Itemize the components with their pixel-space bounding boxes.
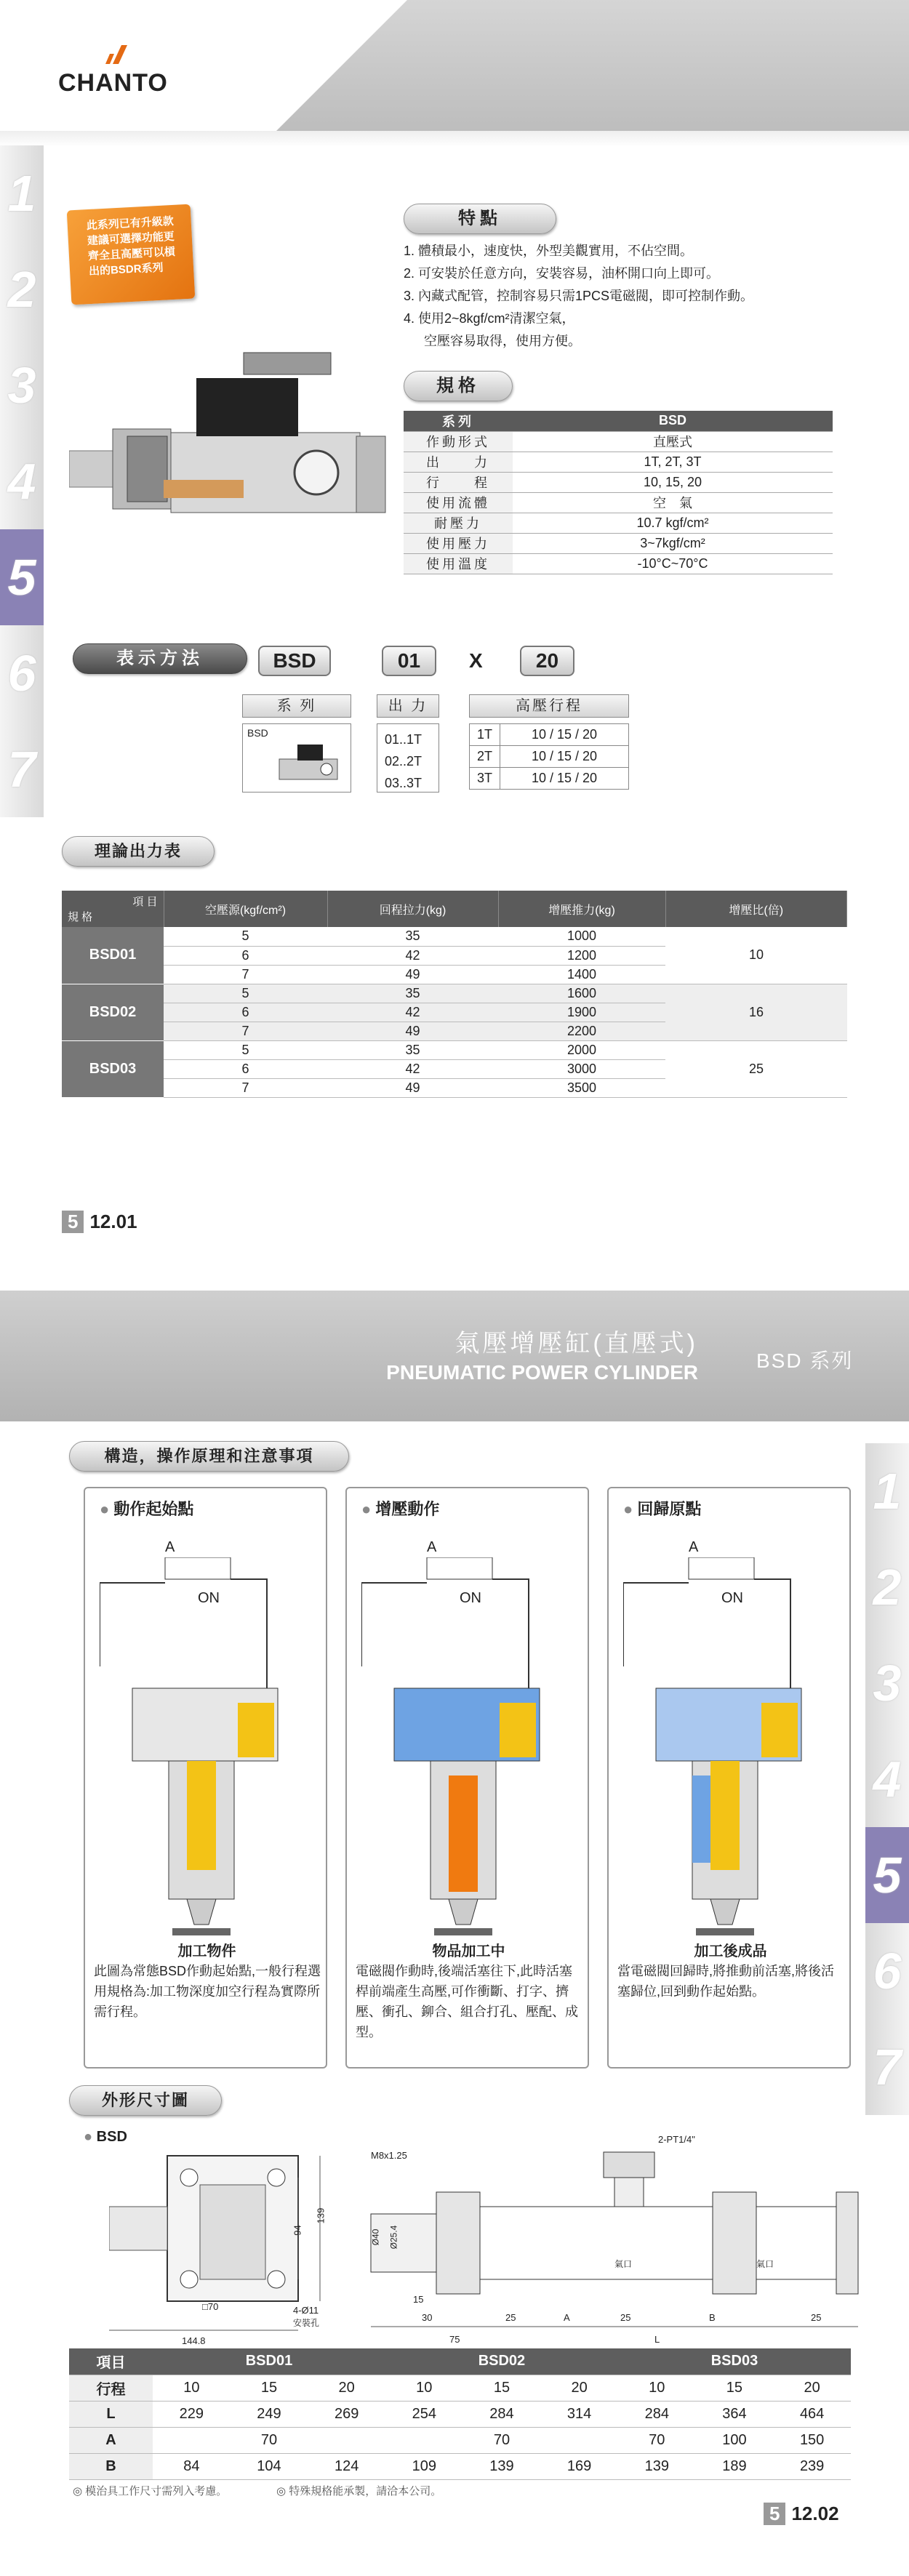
- corner-cell: [62, 891, 164, 927]
- spec-heading: 規格: [404, 371, 513, 401]
- dim-stroke-cell: 20: [540, 2375, 618, 2401]
- output-box: [377, 723, 439, 793]
- dim-cell: 70: [618, 2427, 696, 2453]
- footnote-2: ◎ 特殊規格能承製，請洽本公司。: [276, 2485, 442, 2497]
- side-tab-6[interactable]: 6: [0, 625, 44, 721]
- dims-model: [84, 2129, 127, 2146]
- cylinder-diagram-boost: [361, 1557, 580, 1935]
- corner-top: 項 目: [132, 896, 158, 908]
- ratio-cell: 25: [665, 1040, 847, 1097]
- upgrade-note: 此系列已有升級款建議可選擇功能更齊全且高壓可以槓出的BSDR系列: [67, 204, 196, 305]
- output-cell: 35: [327, 984, 498, 1003]
- dim-cell: 139: [463, 2453, 541, 2479]
- output-cell: 35: [327, 1040, 498, 1059]
- port-label-a: A: [689, 1539, 699, 1555]
- output-row: [62, 927, 847, 946]
- spec-value: 空 氣: [513, 492, 833, 513]
- series-box: [242, 723, 351, 793]
- page-num: 12.01: [89, 1211, 137, 1232]
- dim-label: 氣口: [756, 2259, 774, 2269]
- model-name: BSD02: [62, 984, 164, 1040]
- cylinder-diagram-return: [623, 1557, 841, 1935]
- side-tab-1[interactable]: 1: [0, 145, 44, 241]
- side-tab-5[interactable]: 5: [0, 529, 44, 625]
- dim-cell: 109: [385, 2453, 463, 2479]
- output-cell: 1200: [498, 946, 665, 965]
- dim-stroke-row: [69, 2375, 851, 2401]
- output-cell: 6: [164, 1059, 327, 1078]
- spec-key: 耐壓力: [404, 513, 513, 533]
- dim-label: 2-PT1/4": [658, 2134, 695, 2145]
- dims-model-text: BSD: [96, 2129, 127, 2145]
- dim-stroke-cell: 10: [153, 2375, 231, 2401]
- dim-row-key: B: [69, 2453, 153, 2479]
- output-cell: 42: [327, 946, 498, 965]
- dim-label: 30: [422, 2312, 433, 2323]
- output-cell: 5: [164, 984, 327, 1003]
- dim-cell: 364: [696, 2401, 774, 2427]
- dim-label: □70: [202, 2301, 219, 2312]
- output-cell: 7: [164, 1022, 327, 1040]
- spec-value: 10, 15, 20: [513, 472, 833, 492]
- series-item: BSD: [247, 727, 268, 739]
- spec-header-value: BSD: [513, 411, 833, 431]
- dim-row-a: [69, 2427, 851, 2453]
- footnote-1: ◎ 模治具工作尺寸需列入考慮。: [73, 2485, 228, 2497]
- dim-label: M8x1.25: [371, 2150, 407, 2161]
- stroke-label: 高壓行程: [469, 694, 629, 718]
- output-row: [62, 984, 847, 1003]
- dim-cell: 124: [308, 2453, 385, 2479]
- page2-series: BSD 系列: [756, 1349, 854, 1372]
- page2-title-zh: 氣壓增壓缸(直壓式): [454, 1330, 698, 1357]
- output-cell: 42: [327, 1003, 498, 1022]
- output-table-header: [62, 891, 847, 927]
- dim-label: 139: [315, 2207, 327, 2224]
- spec-row: [404, 513, 833, 533]
- dim-stroke-cell: 20: [773, 2375, 851, 2401]
- output-cell: 5: [164, 1040, 327, 1059]
- cylinder-diagram-start: [100, 1557, 318, 1935]
- output-cell: 49: [327, 1022, 498, 1040]
- col-header: 回程拉力(kg): [327, 891, 498, 927]
- side-tab-1[interactable]: 1: [865, 1443, 909, 1539]
- side-tab-5[interactable]: 5: [865, 1827, 909, 1923]
- stroke-model: 1T: [470, 724, 500, 746]
- dim-label: A: [564, 2312, 570, 2323]
- output-cell: 7: [164, 1078, 327, 1097]
- bullet-icon: ●: [84, 2129, 93, 2145]
- side-view-drawing: [364, 2148, 865, 2338]
- panel-title-text: 增壓動作: [375, 1500, 440, 1518]
- dim-row-l: [69, 2401, 851, 2427]
- side-tab-6[interactable]: 6: [865, 1923, 909, 2019]
- series-label: 系 列: [242, 694, 351, 718]
- col-header: 增壓比(倍): [665, 891, 847, 927]
- dim-cell: 284: [618, 2401, 696, 2427]
- dim-label: L: [654, 2334, 660, 2345]
- dim-label: Ø40: [370, 2228, 381, 2246]
- side-tab-4[interactable]: 4: [865, 1731, 909, 1827]
- dim-cell: 269: [308, 2401, 385, 2427]
- features-list: [404, 240, 869, 353]
- output-table-heading: 理論出力表: [62, 836, 215, 867]
- output-cell: 49: [327, 965, 498, 984]
- bullet-icon: ●: [100, 1500, 110, 1518]
- output-cell: 3000: [498, 1059, 665, 1078]
- output-cell: 6: [164, 946, 327, 965]
- dim-cell: 249: [231, 2401, 308, 2427]
- output-item: 02..2T: [385, 754, 423, 769]
- spec-value: 3~7kgf/cm²: [513, 533, 833, 553]
- panel-caption: 物品加工中: [432, 1943, 505, 1959]
- spec-value: 1T, 2T, 3T: [513, 452, 833, 472]
- model-code-output: 01: [382, 646, 436, 676]
- panel-title: [100, 1497, 326, 1520]
- model-code-stroke: 20: [520, 646, 574, 676]
- dim-stroke-cell: 15: [463, 2375, 541, 2401]
- dim-stroke-cell: 10: [385, 2375, 463, 2401]
- dim-header-group: BSD01: [153, 2348, 385, 2375]
- spec-row: [404, 472, 833, 492]
- dim-stroke-cell: 10: [618, 2375, 696, 2401]
- dim-row-key: A: [69, 2427, 153, 2453]
- panel-caption: 加工後成品: [694, 1943, 767, 1959]
- dim-label: B: [709, 2312, 716, 2323]
- panel-return: [607, 1487, 851, 2069]
- spec-row: [404, 492, 833, 513]
- dim-header-item: 項目: [69, 2348, 153, 2375]
- spec-row: [404, 553, 833, 574]
- spec-key: 作動形式: [404, 431, 513, 452]
- panel-desc: 此圖為常態BSD作動起始點,一般行程選用規格為:加工物深度加空行程為實際所需行程。: [94, 1964, 321, 2019]
- side-tab-3[interactable]: 3: [865, 1635, 909, 1731]
- subheader-band: [0, 131, 909, 147]
- output-table: [62, 891, 847, 927]
- panel-title-text: 回歸原點: [637, 1500, 702, 1518]
- output-label: 出 力: [377, 694, 439, 718]
- spec-header-row: [404, 411, 833, 431]
- panel-caption: 加工物件: [177, 1943, 236, 1959]
- model-code-separator: X: [469, 649, 483, 672]
- side-tab-7[interactable]: 7: [865, 2019, 909, 2115]
- dimension-table: [69, 2348, 851, 2480]
- dim-cell: 104: [231, 2453, 308, 2479]
- ratio-cell: 10: [665, 927, 847, 984]
- output-cell: 7: [164, 965, 327, 984]
- feature-item: 空壓容易取得，使用方便。: [424, 334, 581, 348]
- stroke-values: 10 / 15 / 20: [500, 768, 629, 790]
- dim-label: 安裝孔: [293, 2318, 320, 2328]
- port-label-a: A: [165, 1539, 175, 1555]
- dim-label: 4-Ø11: [293, 2305, 319, 2316]
- spec-value: -10°C~70°C: [513, 553, 833, 574]
- features-heading: 特點: [404, 204, 556, 234]
- dim-label: 75: [449, 2334, 460, 2345]
- dim-cell: 70: [153, 2427, 385, 2453]
- ratio-cell: 16: [665, 984, 847, 1040]
- feature-item: 4. 使用2~8kgf/cm²清潔空氣，: [404, 311, 575, 326]
- dim-table-header: [69, 2348, 851, 2375]
- dim-cell: 84: [153, 2453, 231, 2479]
- principle-heading: 構造，操作原理和注意事項: [69, 1441, 349, 1472]
- output-cell: 2200: [498, 1022, 665, 1040]
- dim-row-b: [69, 2453, 851, 2479]
- output-cell: 35: [327, 927, 498, 946]
- side-tabs-left: [0, 145, 44, 814]
- page2-title-en: PNEUMATIC POWER CYLINDER: [386, 1361, 698, 1384]
- model-name: BSD03: [62, 1040, 164, 1097]
- stroke-values: 10 / 15 / 20: [500, 746, 629, 768]
- dim-cell: 189: [696, 2453, 774, 2479]
- dim-header-group: BSD02: [385, 2348, 618, 2375]
- dim-cell: 150: [773, 2427, 851, 2453]
- bullet-icon: ●: [623, 1500, 633, 1518]
- panel-start: [84, 1487, 327, 2069]
- output-table-body: [62, 927, 847, 1098]
- side-tab-2[interactable]: 2: [865, 1539, 909, 1635]
- feature-item: 2. 可安裝於任意方向，安裝容易，油杯開口向上即可。: [404, 266, 720, 281]
- output-cell: 3500: [498, 1078, 665, 1097]
- col-header: 空壓源(kgf/cm²): [164, 891, 327, 927]
- dim-stroke-cell: 15: [696, 2375, 774, 2401]
- dim-row-key: L: [69, 2401, 153, 2427]
- col-header: 增壓推力(kg): [498, 891, 665, 927]
- spec-key: 使用溫度: [404, 553, 513, 574]
- output-cell: 1000: [498, 927, 665, 946]
- side-tab-7[interactable]: 7: [0, 721, 44, 817]
- output-cell: 2000: [498, 1040, 665, 1059]
- chanto-logo-icon: [105, 44, 130, 65]
- dim-label: Ø25.4: [388, 2225, 399, 2250]
- output-cell: 42: [327, 1059, 498, 1078]
- spec-key: 出 力: [404, 452, 513, 472]
- dim-header-group: BSD03: [618, 2348, 851, 2375]
- dim-cell: 229: [153, 2401, 231, 2427]
- output-cell: 1900: [498, 1003, 665, 1022]
- page2-number: [764, 2503, 839, 2525]
- series-thumb-image: [272, 737, 345, 787]
- output-cell: 5: [164, 927, 327, 946]
- side-tabs-right: [865, 1443, 909, 2112]
- stroke-model: 2T: [470, 746, 500, 768]
- output-cell: 1400: [498, 965, 665, 984]
- front-view-drawing: [109, 2148, 356, 2345]
- dim-label: 25: [620, 2312, 631, 2323]
- dim-label: 氣口: [614, 2259, 633, 2269]
- panel-desc: 當電磁閥回歸時,將推動前活塞,將後活塞歸位,回到動作起始點。: [617, 1964, 835, 1999]
- dim-label: 15: [413, 2294, 424, 2305]
- valve-on-label: ON: [198, 1590, 220, 1606]
- dim-label: 144.8: [182, 2335, 206, 2346]
- output-cell: 1600: [498, 984, 665, 1003]
- spec-row: [404, 431, 833, 452]
- spec-key: 使用流體: [404, 492, 513, 513]
- output-row: [62, 1040, 847, 1059]
- dim-stroke-cell: 20: [308, 2375, 385, 2401]
- spec-value: 10.7 kgf/cm²: [513, 513, 833, 533]
- dim-cell: 284: [463, 2401, 541, 2427]
- bullet-icon: ●: [361, 1500, 372, 1518]
- model-name: BSD01: [62, 927, 164, 984]
- dim-label: 94: [292, 2225, 303, 2236]
- spec-key: 行 程: [404, 472, 513, 492]
- page-num: 12.02: [791, 2503, 839, 2524]
- valve-on-label: ON: [721, 1590, 743, 1606]
- output-cell: 49: [327, 1078, 498, 1097]
- spec-table: [404, 411, 833, 574]
- corner-bottom: 規 格: [68, 911, 93, 923]
- dim-cell: 70: [385, 2427, 618, 2453]
- dim-cell: 254: [385, 2401, 463, 2427]
- dims-heading: 外形尺寸圖: [69, 2085, 222, 2116]
- dim-row-key: 行程: [69, 2375, 153, 2401]
- dim-cell: 139: [618, 2453, 696, 2479]
- output-cell: 6: [164, 1003, 327, 1022]
- stroke-values: 10 / 15 / 20: [500, 724, 629, 746]
- dim-cell: 314: [540, 2401, 618, 2427]
- page-tab: 5: [764, 2503, 785, 2525]
- spec-header-key: 系列: [404, 411, 513, 431]
- dim-label: 25: [505, 2312, 516, 2323]
- valve-on-label: ON: [460, 1590, 481, 1606]
- output-item: 03..3T: [385, 776, 423, 790]
- page-tab: 5: [62, 1211, 84, 1233]
- feature-item: 3. 內藏式配管，控制容易只需1PCS電磁閥，即可控制作動。: [404, 289, 754, 303]
- output-item: 01..1T: [385, 732, 423, 747]
- panel-title: [361, 1497, 588, 1520]
- stroke-model: 3T: [470, 768, 500, 790]
- spec-value: 直壓式: [513, 431, 833, 452]
- brand-logo: CHANTO: [58, 69, 168, 97]
- panel-desc: 電磁閥作動時,後端活塞往下,此時活塞桿前端產生高壓,可作衝斷、打字、擠壓、衝孔、鉚合、組合打孔、壓配、成型。: [356, 1964, 578, 2039]
- panel-title-text: 動作起始點: [113, 1500, 194, 1518]
- dim-cell: 239: [773, 2453, 851, 2479]
- side-tab-2[interactable]: 2: [0, 241, 44, 337]
- spec-row: [404, 533, 833, 553]
- product-image: [69, 342, 389, 549]
- spec-key: 使用壓力: [404, 533, 513, 553]
- panel-title: [623, 1497, 849, 1520]
- spec-row: [404, 452, 833, 472]
- feature-item: 1. 體積最小，速度快，外型美觀實用，不佔空間。: [404, 244, 694, 258]
- panel-boost: [345, 1487, 589, 2069]
- side-tab-3[interactable]: 3: [0, 337, 44, 433]
- dim-cell: 169: [540, 2453, 618, 2479]
- model-code-heading: 表示方法: [73, 643, 247, 674]
- dim-stroke-cell: 15: [231, 2375, 308, 2401]
- dim-label: 25: [811, 2312, 822, 2323]
- page1-number: [62, 1211, 137, 1233]
- dim-cell: 464: [773, 2401, 851, 2427]
- stroke-table: [469, 723, 629, 790]
- port-label-a: A: [427, 1539, 437, 1555]
- model-code-series: BSD: [258, 646, 331, 676]
- dim-cell: 100: [696, 2427, 774, 2453]
- side-tab-4[interactable]: 4: [0, 433, 44, 529]
